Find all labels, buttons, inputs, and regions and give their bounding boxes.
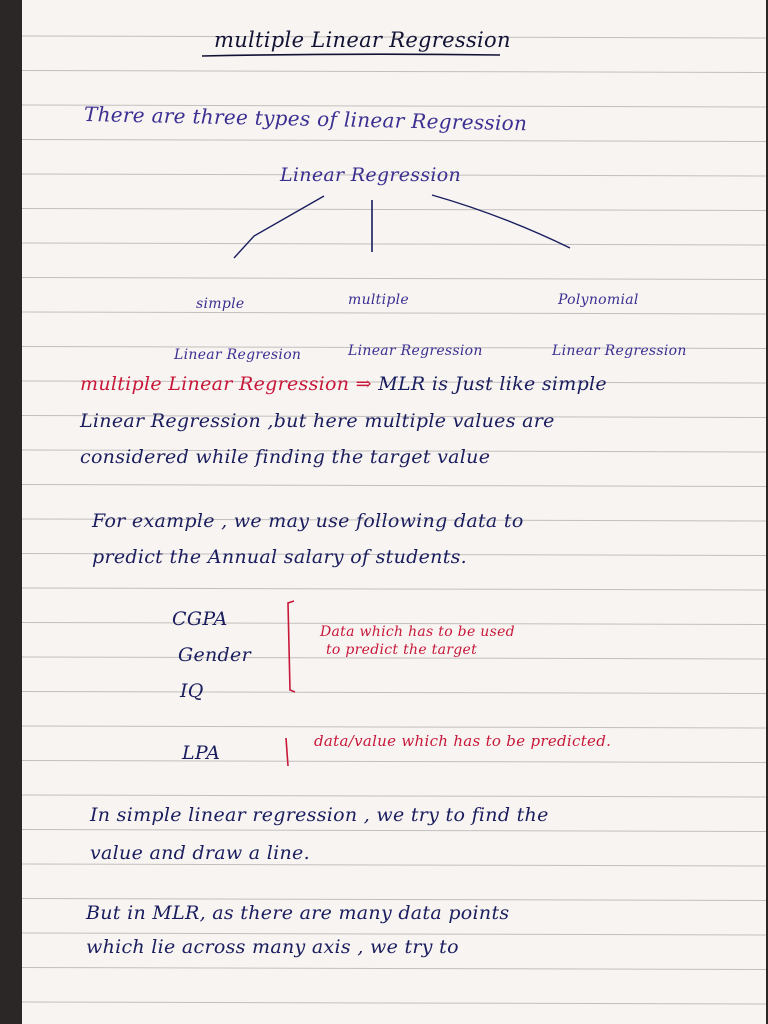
slr-note-line-2: value and draw a line. [90,842,310,864]
definition-line-3: considered while finding the target value [80,446,491,468]
intro-text: There are three types of linear Regression [83,102,528,136]
definition-line-2: Linear Regression ,but here multiple values are [80,410,555,432]
tree-child-simple-line2: Linear Regresion [174,347,302,363]
tree-child-simple-line1: simple [196,296,245,312]
mlr-note-line-1: But in MLR, as there are many data points [86,902,510,924]
example-line-1: For example , we may use following data to [92,510,524,532]
tree-child-polynomial-line2: Linear Regression [552,343,687,359]
page-title: multiple Linear Regression [214,28,511,52]
tree-child-multiple-line1: multiple [348,292,409,308]
features-note-line-2: to predict the target [326,642,478,658]
definition-line-1-rest: MLR is Just like simple [378,373,607,395]
feature-gender: Gender [178,644,251,666]
target-label: LPA [182,742,221,764]
tree-child-polynomial-line1: Polynomial [558,292,639,308]
mlr-note-line-2: which lie across many axis , we try to [86,936,459,958]
arrow-icon: ⇒ [355,373,372,395]
target-note: data/value which has to be predicted. [314,732,612,750]
example-line-2: predict the Annual salary of students. [92,546,468,568]
tree-child-multiple-line2: Linear Regression [348,343,483,359]
feature-iq: IQ [180,680,204,702]
definition-term: multiple Linear Regression [80,373,350,395]
features-note-line-1: Data which has to be used [320,624,515,640]
definition-line-1 [80,373,607,395]
feature-cgpa: CGPA [172,608,228,630]
tree-root: Linear Regression [280,164,462,186]
slr-note-line-1: In simple linear regression , we try to find the [90,804,549,826]
notebook-page [22,0,766,1024]
